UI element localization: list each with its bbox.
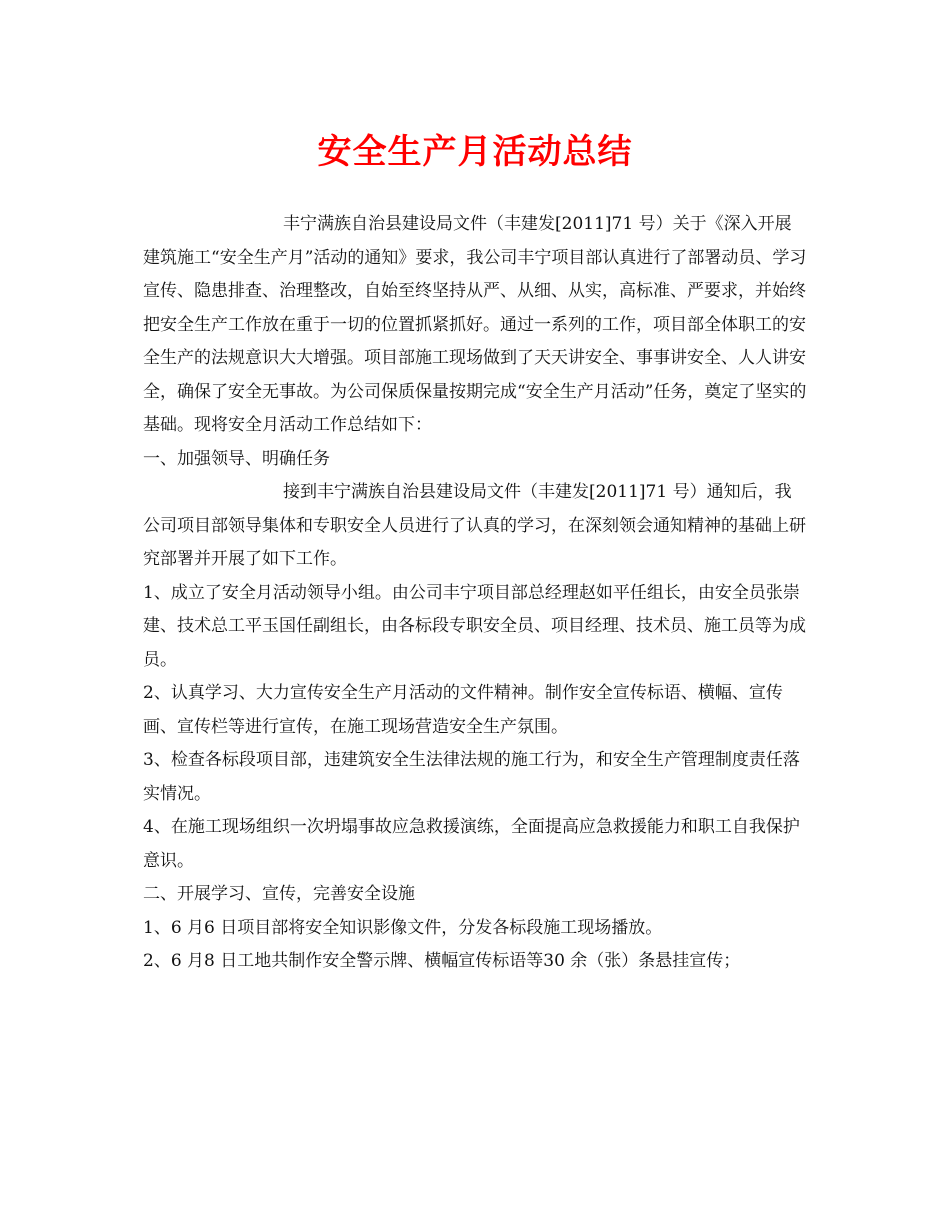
section-1-paragraph: 接到丰宁满族自治县建设局文件（丰建发[2011]71 号）通知后，我公司项目部领导集体和专职安全人员进行了认真的学习，在深刻领会通知精神的基础上研究部署并开展了如下工作。: [143, 482, 806, 569]
document-body: [143, 208, 808, 979]
intro-paragraph: 丰宁满族自治县建设局文件（丰建发[2011]71 号）关于《深入开展建筑施工“安全生产月”活动的通知》要求，我公司丰宁项目部认真进行了部署动员、学习宣传、隐患排查、治理整改，自始至终坚持从严、从细、从实，高标准、严要求，并始终把安全生产工作放在重于一切的位置抓紧抓好。通过一系列的工作，项目部全体职工的安全生产的法规意识大大增强。项目部施工现场做到了天天讲安全、事事讲安全、人人讲安全，确保了安全无事故。为公司保质保量按期完成“安全生产月活动”任务，奠定了坚实的基础。现将安全月活动工作总结如下：: [143, 214, 807, 435]
list-item-1-1: 1、成立了安全月活动领导小组。由公司丰宁项目部总经理赵如平任组长，由安全员张崇建、技术总工平玉国任副组长，由各标段专职安全员、项目经理、技术员、施工员等为成员。: [143, 582, 806, 670]
section-heading-2: 二、开展学习、宣传，完善安全设施: [143, 884, 415, 904]
list-item-2-2: 2、6 月8 日工地共制作安全警示牌、横幅宣传标语等30 余（张）条悬挂宣传；: [143, 951, 741, 971]
list-item-1-4: 4、在施工现场组织一次坍塌事故应急救援演练，全面提高应急救援能力和职工自我保护意识。: [143, 817, 800, 871]
list-item-2-1: 1、6 月6 日项目部将安全知识影像文件，分发各标段施工现场播放。: [143, 917, 663, 938]
list-item-1-2: 2、认真学习、大力宣传安全生产月活动的文件精神。制作安全宣传标语、横幅、宣传画、宣传栏等进行宣传，在施工现场营造安全生产氛围。: [143, 683, 783, 737]
section-heading-1: 一、加强领导、明确任务: [143, 448, 330, 469]
list-item-1-3: 3、检查各标段项目部，违建筑安全生法律法规的施工行为，和安全生产管理制度责任落实情况。: [143, 750, 800, 804]
document-title: 安全生产月活动总结: [317, 132, 633, 172]
